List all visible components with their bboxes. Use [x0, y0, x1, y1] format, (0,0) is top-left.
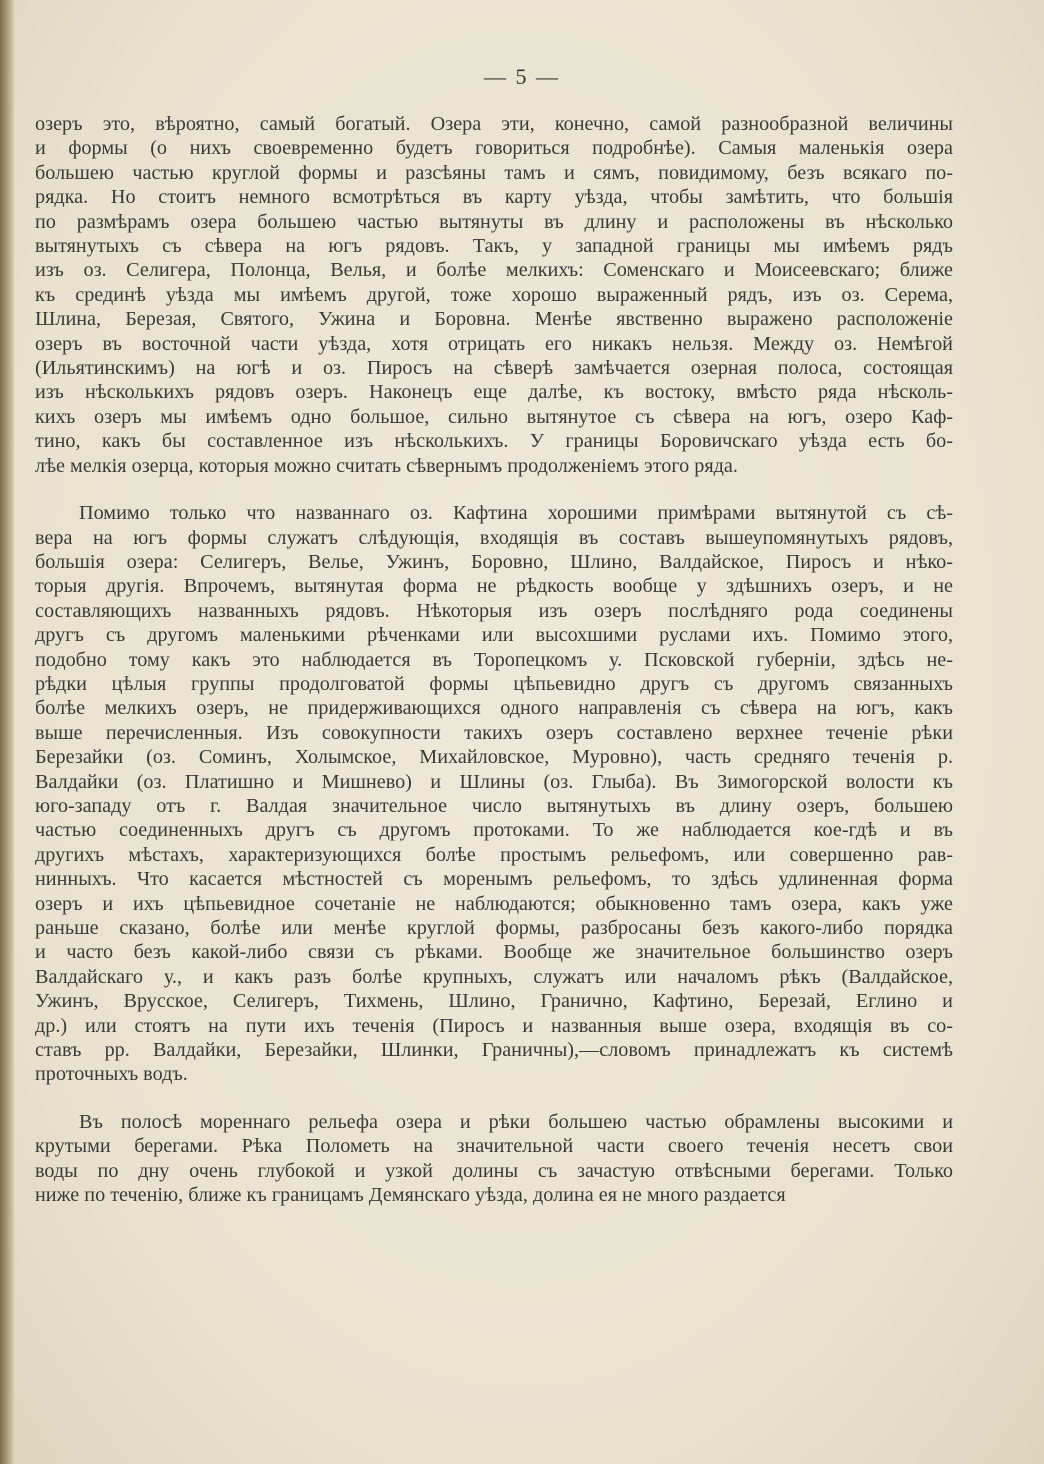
text-line: др.) или стоятъ на пути ихъ теченія (Пиросъ и названныя выше озера, входящія въ со- [35, 1014, 953, 1037]
text-line: Валдайки (оз. Платишно и Мишнево) и Шлины (оз. Глыба). Въ Зимогорской волости къ [35, 770, 953, 793]
text-line: Валдайскаго у., и какъ разъ болѣе крупныхъ, служатъ или началомъ рѣкъ (Валдайское, [35, 965, 953, 988]
text-line: и формы (о нихъ своевременно будетъ говориться подробнѣе). Самыя маленькія озера [35, 137, 953, 160]
text-line: торыя другія. Впрочемъ, вытянутая форма не рѣдкость вообще у здѣшнихъ озеръ, и не [35, 575, 953, 598]
text-line: (Ильятинскимъ) на югѣ и оз. Пиросъ на сѣверѣ замѣчается озерная полоса, состоящая [35, 357, 953, 380]
text-line: составляющихъ названныхъ рядовъ. Нѣкоторыя изъ озеръ послѣдняго рода соединены [35, 599, 953, 622]
paragraph-1 [35, 112, 953, 478]
text-line: Помимо только что названнаго оз. Кафтина хорошими примѣрами вытянутой съ сѣ- [79, 502, 953, 525]
text-line: и часто безъ какой-либо связи съ рѣками. Вообще же значительное большинство озеръ [35, 941, 953, 964]
text-line: юго-западу отъ г. Валдая значительное число вытянутыхъ въ длину озеръ, большею [35, 794, 953, 817]
text-line: озеръ въ восточной части уѣзда, хотя отрицать его никакъ нельзя. Между оз. Немѣгой [35, 332, 953, 355]
paragraph-2 [35, 501, 953, 1087]
text-line: воды по дну очень глубокой и узкой долины съ зачастую отвѣсными берегами. Только [35, 1159, 953, 1182]
text-line: подобно тому какъ это наблюдается въ Торопецкомъ у. Псковской губерніи, здѣсь не- [35, 648, 953, 671]
text-line: большею частью круглой формы и разсѣяны тамъ и сямъ, повидимому, безъ всякаго по- [35, 161, 953, 184]
paragraph-3 [35, 1110, 953, 1208]
text-line: частью соединенныхъ другъ съ другомъ протоками. То же наблюдается кое-гдѣ и въ [35, 819, 953, 842]
text-line: Шлина, Березая, Святого, Ужина и Боровна. Менѣе явственно выражено расположеніе [35, 308, 953, 331]
page-number: — 5 — [484, 64, 560, 89]
text-line: другихъ мѣстахъ, характеризующихся болѣе простымъ рельефомъ, или совершенно рав- [35, 843, 953, 866]
text-line: вытянутыхъ съ сѣвера на югъ рядовъ. Такъ, у западной границы мы имѣемъ рядъ [35, 235, 953, 258]
text-line: выше перечисленныя. Изъ совокупности такихъ озеръ составлено верхнее теченіе рѣки [35, 721, 953, 744]
text-line: большія озера: Селигеръ, Велье, Ужинъ, Боровно, Шлино, Валдайское, Пиросъ и нѣко- [35, 550, 953, 573]
text-line: крутыми берегами. Рѣка Полометь на значительной части своего теченія несетъ свои [35, 1135, 953, 1158]
text-line: кихъ озеръ мы имѣемъ одно большое, сильно вытянутое съ сѣвера на югъ, озеро Каф- [35, 405, 953, 428]
text-line: ставъ рр. Валдайки, Березайки, Шлинки, Граничны),—словомъ принадлежатъ къ системѣ [35, 1039, 953, 1062]
text-line: рѣдки цѣлыя группы продолговатой формы цѣпьевидно другъ съ другомъ связанныхъ [35, 672, 953, 695]
text-line: ниже по теченію, ближе къ границамъ Демянскаго уѣзда, долина ея не много раздается [35, 1184, 786, 1207]
text-line: нинныхъ. Что касается мѣстностей съ моренымъ рельефомъ, то здѣсь удлиненная форма [35, 868, 953, 891]
text-line: по размѣрамъ озера большею частью вытянуты въ длину и расположены въ нѣсколько [35, 210, 953, 233]
text-line: тино, какъ бы составленное изъ нѣсколькихъ. У границы Боровичскаго уѣзда есть бо- [35, 430, 953, 453]
text-line: раньше сказано, болѣе или менѣе круглой формы, разбросаны безъ какого-либо порядка [35, 917, 953, 939]
text-line: озеръ это, вѣроятно, самый богатый. Озера эти, конечно, самой разнообразной величины [35, 113, 953, 135]
text-line: проточныхъ водъ. [35, 1063, 188, 1086]
text-line: вера на югъ формы служатъ слѣдующія, входящія въ составъ вышеупомянутыхъ рядовъ, [35, 526, 953, 549]
text-line: Въ полосѣ мореннаго рельефа озера и рѣки большею частью обрамлены высокими и [79, 1110, 953, 1133]
text-line: другъ съ другомъ маленькими рѣченками или высохшими руслами ихъ. Помимо этого, [35, 624, 953, 647]
text-line: изъ оз. Селигера, Полонца, Велья, и болѣе мелкихъ: Соменскаго и Моисеевскаго; ближе [35, 259, 953, 282]
text-line: изъ нѣсколькихъ рядовъ озеръ. Наконецъ еще далѣе, къ востоку, вмѣсто ряда нѣсколь- [35, 381, 953, 404]
book-spine-shadow [0, 0, 14, 1464]
text-line: къ срединѣ уѣзда мы имѣемъ другой, тоже хорошо выраженный рядъ, изъ оз. Серема, [35, 283, 953, 306]
text-line: рядка. Но стоитъ немного всмотрѣться въ карту уѣзда, чтобы замѣтить, что большія [35, 186, 953, 209]
text-line: Ужинъ, Врусское, Селигеръ, Тихмень, Шлино, Гранично, Кафтино, Березай, Еглино и [35, 990, 953, 1013]
body-text [35, 112, 953, 1207]
text-line: озеръ и ихъ цѣпьевидное сочетаніе не наблюдаются; обыкновенно тамъ озера, какъ уже [35, 892, 953, 915]
text-line: болѣе мелкихъ озеръ, не придерживающихся одного направленія съ сѣвера на югъ, какъ [35, 697, 953, 720]
text-line: Березайки (оз. Соминъ, Холымское, Михайловское, Муровно), часть средняго теченія р. [35, 746, 953, 769]
text-line: лѣе мелкія озерца, которыя можно считать сѣвернымъ продолженіемъ этого ряда. [35, 454, 738, 477]
